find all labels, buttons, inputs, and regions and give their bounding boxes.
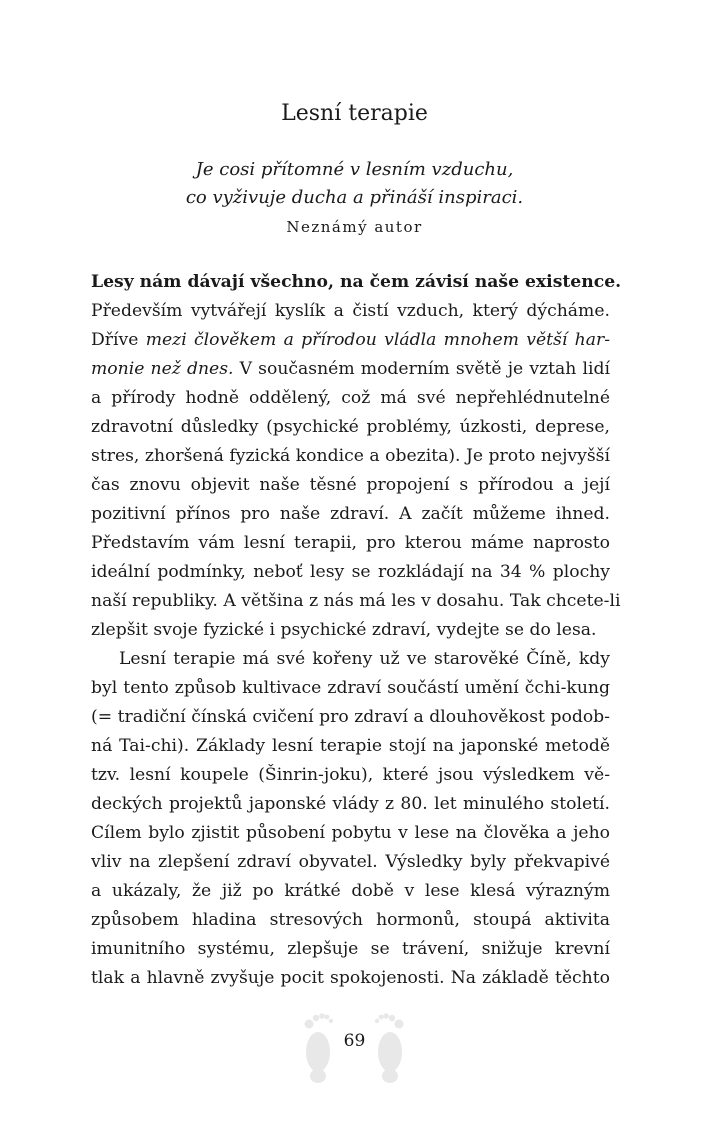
text-line: zdravotní důsledky (psychické problémy, úzkosti, deprese, — [91, 417, 610, 437]
italic-fragment: mezi člověkem a přírodou vládla mnohem větší har- — [145, 330, 610, 350]
epigraph-quote — [0, 156, 709, 212]
text-line: ná Tai-chi). Základy lesní terapie stojí na japonské metodě — [91, 736, 610, 756]
text-line: Lesy nám dávají všechno, na čem závisí naše existence. — [91, 272, 622, 292]
text-line: a přírody hodně oddělený, což má své nepřehlédnutelné — [91, 388, 610, 408]
text-line: (= tradiční čínská cvičení pro zdraví a dlouhověkost podob- — [91, 707, 610, 727]
text-line: zlepšit svoje fyzické i psychické zdraví, vydejte se do lesa. — [91, 620, 597, 640]
text-line: tlak a hlavně zvyšuje pocit spokojenosti. Na základě těchto — [91, 968, 610, 988]
text-line: vliv na zlepšení zdraví obyvatel. Výsledky byly překvapivé — [91, 852, 610, 872]
text-line: ideální podmínky, neboť lesy se rozkládají na 34 % plochy — [91, 562, 610, 582]
text-line: stres, zhoršená fyzická kondice a obezita). Je proto nejvyšší — [91, 446, 610, 466]
text-line: čas znovu objevit naše těsné propojení s přírodou a její — [91, 475, 610, 495]
body-text — [91, 268, 622, 993]
text-line: naší republiky. A většina z nás má les v dosahu. Tak chcete-li — [91, 591, 621, 611]
epigraph-line-2: co vyživuje ducha a přináší inspiraci. — [185, 187, 524, 208]
text-line: tzv. lesní koupele (Šinrin-joku), které jsou výsledkem vě- — [91, 765, 610, 785]
text-line: imunitního systému, zlepšuje se trávení, snižuje krevní — [91, 939, 610, 959]
text-line — [91, 355, 610, 384]
page-number: 69 — [343, 1031, 366, 1051]
epigraph-line-1: Je cosi přítomné v lesním vzduchu, — [195, 159, 514, 180]
text-line: způsobem hladina stresových hormonů, stoupá aktivita — [91, 910, 610, 930]
text-line: Představím vám lesní terapii, pro kterou máme naprosto — [91, 533, 610, 553]
text-line: pozitivní přínos pro naše zdraví. A začít můžeme ihned. — [91, 504, 610, 524]
text-fragment: V současném moderním světě je vztah lidí — [233, 359, 610, 379]
text-line: Lesní terapie má své kořeny už ve starověké Číně, kdy — [119, 649, 610, 669]
text-line: deckých projektů japonské vlády z 80. let minulého století. — [91, 794, 610, 814]
text-line: Především vytvářejí kyslík a čistí vzduch, který dýcháme. — [91, 301, 610, 321]
epigraph-author: Neznámý autor — [286, 218, 423, 236]
italic-fragment: monie než dnes. — [91, 359, 234, 379]
text-fragment: Dříve — [91, 330, 146, 350]
text-line: a ukázaly, že již po krátké době v lese klesá výrazným — [91, 881, 610, 901]
text-line — [91, 326, 610, 355]
page-footer — [0, 1004, 709, 1084]
text-line: Cílem bylo zjistit působení pobytu v lese na člověka a jeho — [91, 823, 610, 843]
chapter-title: Lesní terapie — [281, 101, 428, 126]
text-line: byl tento způsob kultivace zdraví součástí umění čchi-kung — [91, 678, 610, 698]
footprint-icon — [370, 1004, 410, 1084]
